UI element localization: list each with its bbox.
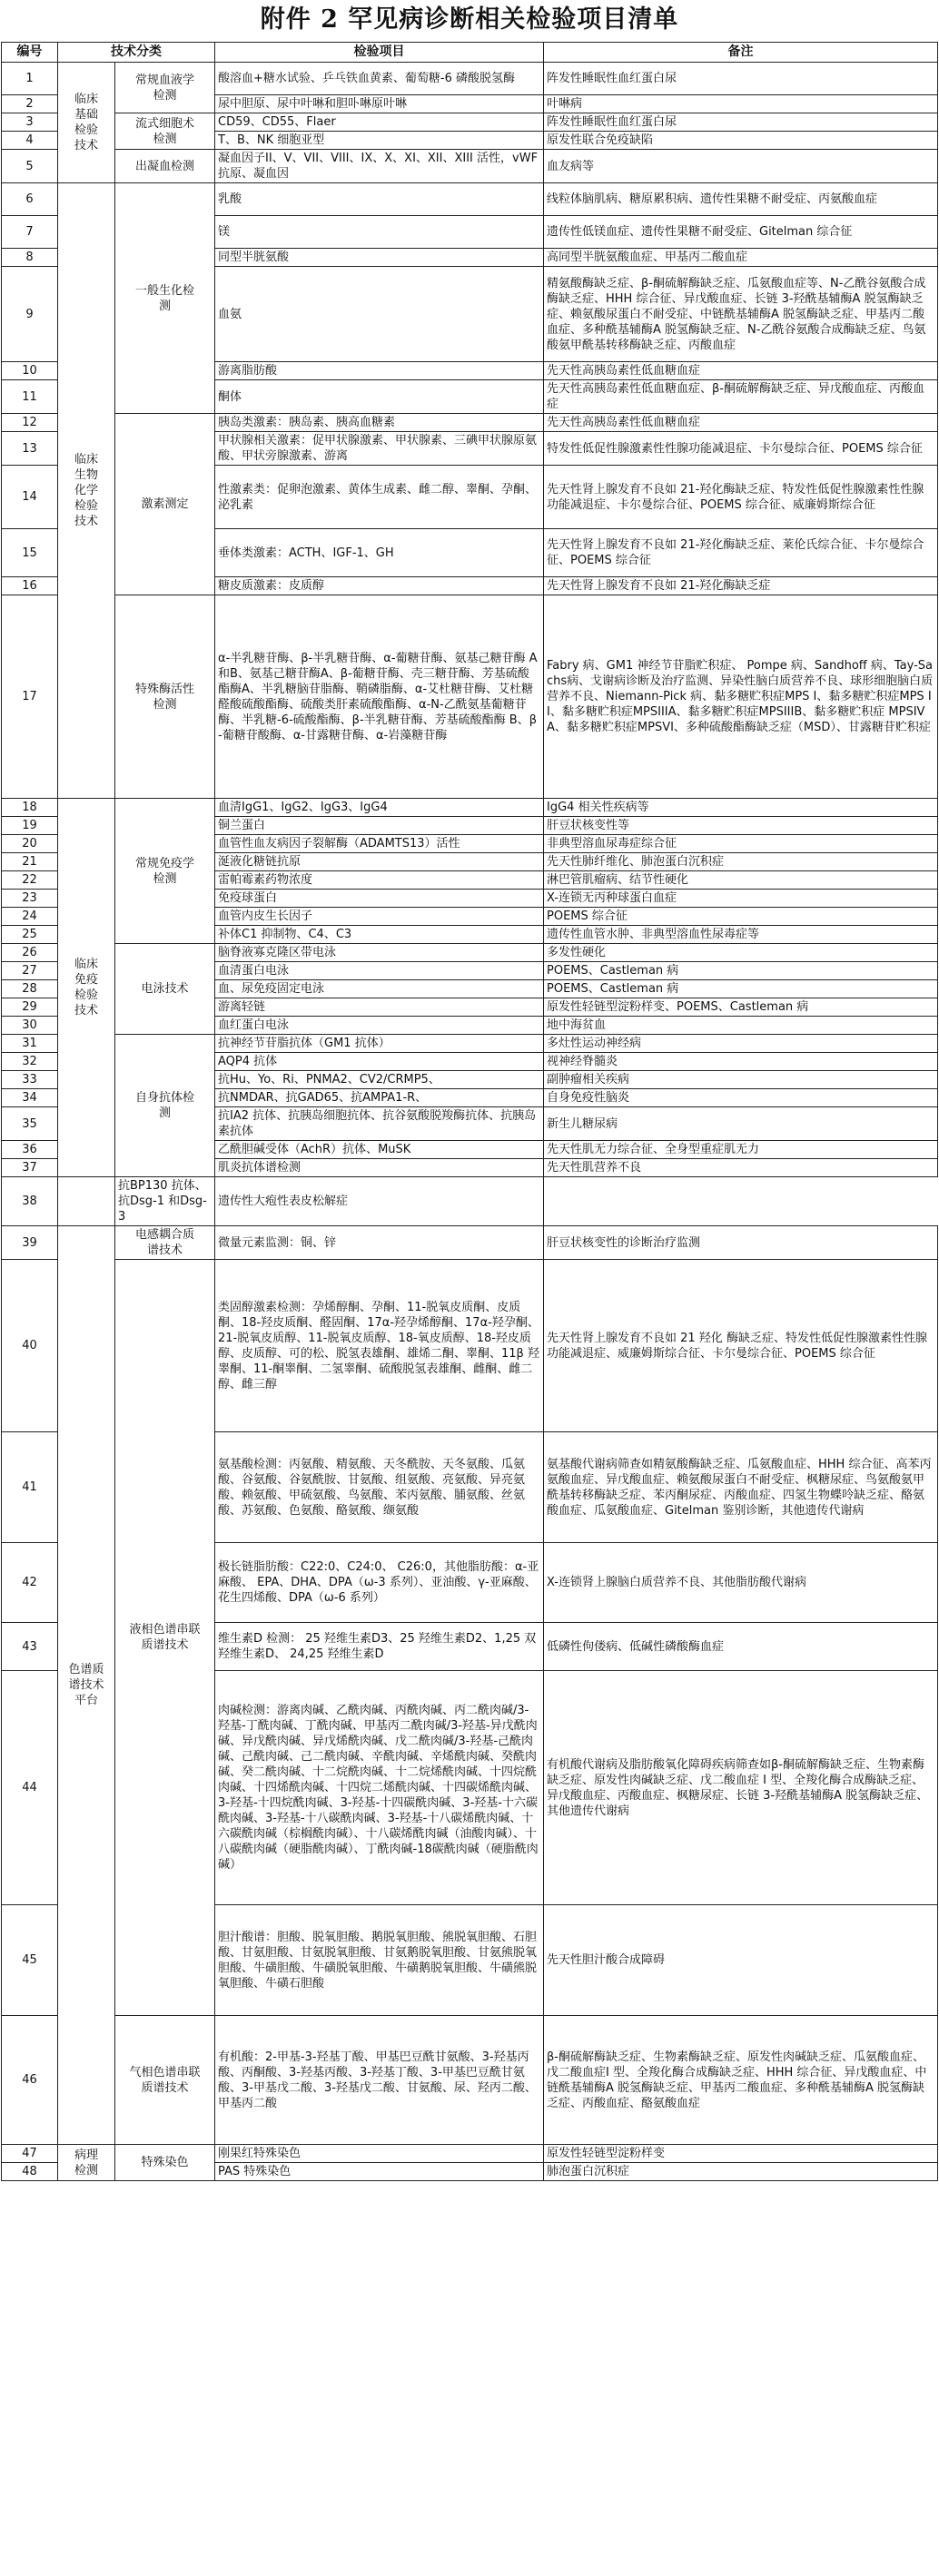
test-item: T、B、NK 细胞亚型 bbox=[215, 132, 544, 150]
row-number: 34 bbox=[2, 1089, 58, 1107]
test-item: 铜兰蛋白 bbox=[215, 817, 544, 835]
row-number: 48 bbox=[2, 2163, 58, 2181]
note: 先天性肾上腺发育不良如 21-羟化酶缺乏症 bbox=[544, 577, 938, 595]
note: POEMS、Castleman 病 bbox=[544, 962, 938, 980]
note: 遗传性血管水肿、非典型溶血性尿毒症等 bbox=[544, 926, 938, 944]
table-row bbox=[2, 150, 938, 183]
row-number: 14 bbox=[2, 466, 58, 529]
row-number: 42 bbox=[2, 1543, 58, 1623]
note: 阵发性睡眠性血红蛋白尿 bbox=[544, 113, 938, 132]
note: 特发性低促性腺激素性性腺功能减退症、卡尔曼综合征、POEMS 综合征 bbox=[544, 432, 938, 466]
note: 肝豆状核变性等 bbox=[544, 817, 938, 835]
test-item: 免疫球蛋白 bbox=[215, 890, 544, 908]
row-number: 29 bbox=[2, 998, 58, 1017]
table-row bbox=[2, 1260, 938, 1432]
category-sub: 自身抗体检 测 bbox=[115, 1035, 215, 1177]
row-number: 32 bbox=[2, 1053, 58, 1071]
table-row bbox=[2, 1177, 938, 1226]
category-sub bbox=[58, 1177, 115, 1226]
test-item: 补体C1 抑制物、C4、C3 bbox=[215, 926, 544, 944]
note: 先天性高胰岛素性低血糖血症、β-酮硫解酶缺乏症、异戊酸血症、丙酸血症 bbox=[544, 380, 938, 414]
note: 淋巴管肌瘤病、结节性硬化 bbox=[544, 871, 938, 890]
table-row bbox=[2, 1035, 938, 1053]
note: 原发性轻链型淀粉样变 bbox=[544, 2145, 938, 2163]
row-number: 31 bbox=[2, 1035, 58, 1053]
table-row bbox=[2, 1226, 938, 1260]
note: Fabry 病、GM1 神经节苷脂贮积症、 Pompe 病、Sandhoff 病、Tay-Sachs病、戈谢病诊断及治疗监测、异染性脑白质营养不良、球形细胞脑白质营养不良、Niemann-Pick 病、黏多糖贮积症MPS I、黏多糖贮积症MPS II、黏多糖贮积症MPSIIIA、黏多糖贮积症MPSIIIB、黏多糖贮积症 MPSIVA、黏多糖贮积症MPSVI、多种硫酸酯酶缺乏症（MSD）、甘露糖苷贮积症 bbox=[544, 595, 938, 799]
note: 原发性轻链型淀粉样变、POEMS、Castleman 病 bbox=[544, 998, 938, 1017]
test-item: 垂体类激素：ACTH、IGF-1、GH bbox=[215, 529, 544, 577]
table-row bbox=[2, 2016, 938, 2145]
row-number: 43 bbox=[2, 1623, 58, 1671]
note: 氨基酸代谢病筛查如精氨酸酶缺乏症、瓜氨酸血症、HHH 综合征、高苯丙氨酸血症、异戊酸血症、赖氨酸尿蛋白不耐受症、枫糖尿症、鸟氨酸氨甲酰基转移酶缺乏症、苯丙酮尿症、丙酸血症、四氢生物蝶呤缺乏症、酪氨酸血症、瓜氨酸血症、Gitelman 鉴别诊断，其他遗传代谢病 bbox=[544, 1432, 938, 1543]
row-number: 3 bbox=[2, 113, 58, 132]
test-item: 抗Hu、Yo、Ri、PNMA2、CV2/CRMP5、 bbox=[215, 1071, 544, 1089]
category-sub: 流式细胞术 检测 bbox=[115, 113, 215, 150]
row-number: 16 bbox=[2, 577, 58, 595]
test-item: α-半乳糖苷酶、β-半乳糖苷酶、α-葡糖苷酶、氨基己糖苷酶 A 和B、氨基己糖苷酶A、β-葡糖苷酶、壳三糖苷酶、芳基硫酸酯酶A、半乳糖脑苷脂酶、鞘磷脂酶、α-艾杜糖苷酶、艾杜糖醛酸硫酸酯酶、硫酸类肝素硫酸酯酶、α-N-乙酰氨基葡糖苷酶、半乳糖-6-硫酸酯酶、β-半乳糖苷酶、芳基硫酸酯酶 B、β-葡糖苷酸酶、α-甘露糖苷酶、α-岩藻糖苷酶 bbox=[215, 595, 544, 799]
table-row bbox=[2, 113, 938, 132]
row-number: 30 bbox=[2, 1017, 58, 1035]
test-item: 同型半胱氨酸 bbox=[215, 249, 544, 267]
row-number: 15 bbox=[2, 529, 58, 577]
note: IgG4 相关性疾病等 bbox=[544, 799, 938, 817]
row-number: 44 bbox=[2, 1671, 58, 1905]
table-row bbox=[2, 595, 938, 799]
row-number: 8 bbox=[2, 249, 58, 267]
note: 阵发性睡眠性血红蛋白尿 bbox=[544, 63, 938, 95]
note: 低磷性佝偻病、低碱性磷酸酶血症 bbox=[544, 1623, 938, 1671]
test-item: 胆汁酸谱：胆酸、脱氧胆酸、鹅脱氧胆酸、熊脱氧胆酸、石胆酸、甘氨胆酸、甘氨脱氧胆酸、甘氨鹅脱氧胆酸、甘氨熊脱氧胆酸、牛磺胆酸、牛磺脱氧胆酸、牛磺鹅脱氧胆酸、牛磺熊脱氧胆酸、牛磺石胆酸 bbox=[215, 1905, 544, 2016]
row-number: 7 bbox=[2, 216, 58, 249]
row-number: 19 bbox=[2, 817, 58, 835]
test-item: 游离轻链 bbox=[215, 998, 544, 1017]
note: X-连锁无丙种球蛋白血症 bbox=[544, 890, 938, 908]
row-number: 9 bbox=[2, 267, 58, 362]
note: 多发性硬化 bbox=[544, 944, 938, 962]
document-title: 附件 2 罕见病诊断相关检验项目清单 bbox=[260, 5, 679, 34]
row-number: 25 bbox=[2, 926, 58, 944]
test-item: 氨基酸检测：丙氨酸、精氨酸、天冬酰胺、天冬氨酸、瓜氨酸、谷氨酸、谷氨酰胺、甘氨酸、组氨酸、亮氨酸、异亮氨酸、赖氨酸、甲硫氨酸、鸟氨酸、苯丙氨酸、脯氨酸、丝氨酸、苏氨酸、色氨酸、酪氨酸、缬氨酸 bbox=[215, 1432, 544, 1543]
row-number: 38 bbox=[2, 1177, 58, 1226]
category-sub: 常规免疫学 检测 bbox=[115, 799, 215, 944]
note: 先天性高胰岛素性低血糖血症 bbox=[544, 414, 938, 432]
test-item: 血、尿免疫固定电泳 bbox=[215, 980, 544, 998]
row-number: 22 bbox=[2, 871, 58, 890]
category-sub: 气相色谱串联 质谱技术 bbox=[115, 2016, 215, 2145]
note: 先天性胆汁酸合成障碍 bbox=[544, 1905, 938, 2016]
row-number: 11 bbox=[2, 380, 58, 414]
test-item: 脑脊液寡克隆区带电泳 bbox=[215, 944, 544, 962]
row-number: 2 bbox=[2, 95, 58, 113]
test-item: 类固醇激素检测：孕烯醇酮、孕酮、11-脱氧皮质酮、皮质酮、18-羟皮质酮、醛固酮、17α-羟孕烯醇酮、17α-羟孕酮、21-脱氧皮质醇、11-脱氧皮质醇、18-氧皮质醇、18-羟皮质醇、皮质醇、可的松、脱氢表雄酮、雄烯二酮、睾酮、11β 羟睾酮、11-酮睾酮、二氢睾酮、硫酸脱氢表雄酮、雌酮、雌二醇、雌三醇 bbox=[215, 1260, 544, 1432]
table-row bbox=[2, 414, 938, 432]
test-item: 抗BP130 抗体、抗Dsg-1 和Dsg-3 bbox=[115, 1177, 215, 1226]
note: 精氨酸酶缺乏症、β-酮硫解酶缺乏症、瓜氨酸血症等、N-乙酰谷氨酸合成酶缺乏症、HHH 综合征、异戊酸血症、长链 3-羟酰基辅酶A 脱氢酶缺乏症、赖氨酸尿蛋白不耐受症、中链酰基辅酶A 脱氢酶缺乏症、甲基丙二酸血症、多种酰基辅酶A 脱氢酶缺乏症、N-乙酰谷氨酸合成酶缺乏症、鸟氨酸氨甲酰基转移酶缺乏症、丙酸血症 bbox=[544, 267, 938, 362]
row-number: 1 bbox=[2, 63, 58, 95]
test-item: 维生素D 检测： 25 羟维生素D3、25 羟维生素D2、1,25 双羟维生素D、 24,25 羟维生素D bbox=[215, 1623, 544, 1671]
test-item: 极长链脂肪酸：C22:0、C24:0、 C26:0，其他脂肪酸：α-亚麻酸、 EPA、DHA、DPA（ω-3 系列）、亚油酸、γ-亚麻酸、花生四烯酸、DPA（ω-6 系列） bbox=[215, 1543, 544, 1623]
test-item: 血红蛋白电泳 bbox=[215, 1017, 544, 1035]
row-number: 28 bbox=[2, 980, 58, 998]
table-header-row bbox=[2, 43, 938, 63]
note: 肝豆状核变性的诊断治疗监测 bbox=[544, 1226, 938, 1260]
category-main: 临床 生物 化学 检验 技术 bbox=[58, 183, 115, 799]
header-number: 编号 bbox=[2, 43, 58, 63]
test-item: 抗NMDAR、抗GAD65、抗AMPA1-R、 bbox=[215, 1089, 544, 1107]
test-item: 刚果红特殊染色 bbox=[215, 2145, 544, 2163]
note: 先天性高胰岛素性低血糖血症 bbox=[544, 362, 938, 380]
table-row bbox=[2, 799, 938, 817]
test-item: AQP4 抗体 bbox=[215, 1053, 544, 1071]
test-item: 肉碱检测：游离肉碱、乙酰肉碱、丙酰肉碱、丙二酰肉碱/3-羟基-丁酰肉碱、丁酰肉碱、甲基丙二酰肉碱/3-羟基-异戊酰肉碱、异戊酰肉碱、异戊烯酰肉碱、戊二酰肉碱/3-羟基-己酰肉碱、己酰肉碱、己二酰肉碱、辛酰肉碱、辛烯酰肉碱、癸酰肉碱、癸二酰肉碱、十二烷酰肉碱、十二烷烯酰肉碱、十四烷酰肉碱、十四烯酰肉碱、十四烷二烯酰肉碱、十四碳烯酰肉碱、3-羟基-十四烷酰肉碱、3-羟基-十四碳酰肉碱、3-羟基-十六碳酰肉碱、3-羟基-十八碳酰肉碱、3-羟基-十八碳烯酰肉碱、十六碳酰肉碱（棕榈酰肉碱）、十八碳烯酰肉碱（油酸肉碱）、十八碳酰肉碱（硬脂酰肉碱）、丁酰肉碱-18碳酰肉碱（硬脂酰肉碱） bbox=[215, 1671, 544, 1905]
test-item: 凝血因子II、V、VII、VIII、IX、X、XI、XII、XIII 活性，vWF 抗原、凝血因 bbox=[215, 150, 544, 183]
row-number: 13 bbox=[2, 432, 58, 466]
note: 血友病等 bbox=[544, 150, 938, 183]
test-item: 涎液化糖链抗原 bbox=[215, 853, 544, 871]
row-number: 45 bbox=[2, 1905, 58, 2016]
category-sub: 特殊酶活性 检测 bbox=[115, 595, 215, 799]
note: 先天性肌无力综合征、全身型重症肌无力 bbox=[544, 1141, 938, 1159]
note: POEMS 综合征 bbox=[544, 908, 938, 926]
row-number: 37 bbox=[2, 1159, 58, 1177]
test-item: 乳酸 bbox=[215, 183, 544, 216]
note: 多灶性运动神经病 bbox=[544, 1035, 938, 1053]
category-sub: 电感耦合质 谱技术 bbox=[115, 1226, 215, 1260]
test-item: 甲状腺相关激素：促甲状腺激素、甲状腺素、三碘甲状腺原氨酸、甲状旁腺激素、游离 bbox=[215, 432, 544, 466]
row-number: 35 bbox=[2, 1107, 58, 1141]
test-item: 抗神经节苷脂抗体（GM1 抗体） bbox=[215, 1035, 544, 1053]
test-item: 肌炎抗体谱检测 bbox=[215, 1159, 544, 1177]
test-item: 抗IA2 抗体、抗胰岛细胞抗体、抗谷氨酸脱羧酶抗体、抗胰岛素抗体 bbox=[215, 1107, 544, 1141]
test-item: CD59、CD55、Flaer bbox=[215, 113, 544, 132]
note: 先天性肌营养不良 bbox=[544, 1159, 938, 1177]
test-item: 酸溶血+糖水试验、乒乓铁血黄素、葡萄糖-6 磷酸脱氢酶 bbox=[215, 63, 544, 95]
category-sub: 特殊染色 bbox=[115, 2145, 215, 2181]
test-item: PAS 特殊染色 bbox=[215, 2163, 544, 2181]
category-sub: 出凝血检测 bbox=[115, 150, 215, 183]
row-number: 17 bbox=[2, 595, 58, 799]
note: 先天性肾上腺发育不良如 21-羟化酶缺乏症、莱伦氏综合征、卡尔曼综合征、POEMS 综合征 bbox=[544, 529, 938, 577]
note: 原发性联合免疫缺陷 bbox=[544, 132, 938, 150]
test-items-table bbox=[1, 42, 938, 2181]
row-number: 4 bbox=[2, 132, 58, 150]
category-sub: 常规血液学 检测 bbox=[115, 63, 215, 113]
row-number: 10 bbox=[2, 362, 58, 380]
row-number: 23 bbox=[2, 890, 58, 908]
row-number: 27 bbox=[2, 962, 58, 980]
table-row bbox=[2, 183, 938, 216]
test-item: 血管性血友病因子裂解酶（ADAMTS13）活性 bbox=[215, 835, 544, 853]
test-item: 糖皮质激素：皮质醇 bbox=[215, 577, 544, 595]
note: 遗传性低镁血症、遗传性果糖不耐受症、Gitelman 综合征 bbox=[544, 216, 938, 249]
test-item: 尿中胆原、尿中叶啉和胆卟啉原叶啉 bbox=[215, 95, 544, 113]
note: 自身免疫性脑炎 bbox=[544, 1089, 938, 1107]
note: 肺泡蛋白沉积症 bbox=[544, 2163, 938, 2181]
test-item: 游离脂肪酸 bbox=[215, 362, 544, 380]
row-number: 21 bbox=[2, 853, 58, 871]
category-sub: 电泳技术 bbox=[115, 944, 215, 1035]
category-main: 临床 基础 检验 技术 bbox=[58, 63, 115, 183]
note: 遗传性大疱性表皮松解症 bbox=[215, 1177, 544, 1226]
test-item: 酮体 bbox=[215, 380, 544, 414]
note: 非典型溶血尿毒症综合征 bbox=[544, 835, 938, 853]
test-item: 镁 bbox=[215, 216, 544, 249]
row-number: 20 bbox=[2, 835, 58, 853]
table-body bbox=[2, 63, 938, 2181]
test-item: 乙酰胆碱受体（AchR）抗体、MuSK bbox=[215, 1141, 544, 1159]
test-item: 微量元素监测：铜、锌 bbox=[215, 1226, 544, 1260]
category-main: 临床 免疫 检验 技术 bbox=[58, 799, 115, 1177]
note: 地中海贫血 bbox=[544, 1017, 938, 1035]
note: 线粒体脑肌病、糖原累积病、遗传性果糖不耐受症、丙氨酸血症 bbox=[544, 183, 938, 216]
header-test-item: 检验项目 bbox=[215, 43, 544, 63]
test-item: 雷帕霉素药物浓度 bbox=[215, 871, 544, 890]
row-number: 46 bbox=[2, 2016, 58, 2145]
row-number: 24 bbox=[2, 908, 58, 926]
test-item: 血氨 bbox=[215, 267, 544, 362]
category-sub: 液相色谱串联 质谱技术 bbox=[115, 1260, 215, 2016]
note: X-连锁肾上腺脑白质营养不良、其他脂肪酸代谢病 bbox=[544, 1543, 938, 1623]
row-number: 33 bbox=[2, 1071, 58, 1089]
category-main: 病理 检测 bbox=[58, 2145, 115, 2181]
header-note: 备注 bbox=[544, 43, 938, 63]
test-item: 血清IgG1、IgG2、IgG3、IgG4 bbox=[215, 799, 544, 817]
note: 高同型半胱氨酸血症、甲基丙二酸血症 bbox=[544, 249, 938, 267]
note: 视神经脊髓炎 bbox=[544, 1053, 938, 1071]
test-item: 有机酸：2-甲基-3-羟基丁酸、甲基巴豆酰甘氨酸、3-羟基丙酸、丙酮酸、3-羟基丙酸、3-羟基丁酸、3-甲基巴豆酰甘氨酸、3-甲基戊二酸、3-羟基戊二酸、甘氨酸、尿、羟丙二酸、甲基丙二酸 bbox=[215, 2016, 544, 2145]
table-row bbox=[2, 63, 938, 95]
note: POEMS、Castleman 病 bbox=[544, 980, 938, 998]
row-number: 6 bbox=[2, 183, 58, 216]
row-number: 36 bbox=[2, 1141, 58, 1159]
row-number: 5 bbox=[2, 150, 58, 183]
category-sub: 激素测定 bbox=[115, 414, 215, 595]
row-number: 18 bbox=[2, 799, 58, 817]
note: 先天性肾上腺发育不良如 21-羟化酶缺乏症、特发性低促性腺激素性性腺功能减退症、卡尔曼综合征、POEMS 综合征、威廉姆斯综合征 bbox=[544, 466, 938, 529]
note: 有机酸代谢病及脂肪酸氧化障碍疾病筛查如β-酮硫解酶缺乏症、生物素酶缺乏症、原发性肉碱缺乏症、戊二酸血症 I 型、全羧化酶合成酶缺乏症、异戊酸血症、丙酸血症、枫糖尿症、长链 3-羟酰基辅酶A 脱氢酶缺乏症、其他遗传代谢病 bbox=[544, 1671, 938, 1905]
row-number: 47 bbox=[2, 2145, 58, 2163]
row-number: 39 bbox=[2, 1226, 58, 1260]
header-category: 技术分类 bbox=[58, 43, 215, 63]
table-row bbox=[2, 944, 938, 962]
row-number: 40 bbox=[2, 1260, 58, 1432]
note: 先天性肺纤维化、肺泡蛋白沉积症 bbox=[544, 853, 938, 871]
row-number: 41 bbox=[2, 1432, 58, 1543]
row-number: 26 bbox=[2, 944, 58, 962]
note: 副肿瘤相关疾病 bbox=[544, 1071, 938, 1089]
category-main: 色谱质 谱技术 平台 bbox=[58, 1226, 115, 2145]
note: β-酮硫解酶缺乏症、生物素酶缺乏症、原发性肉碱缺乏症、瓜氨酸血症、戊二酸血症I 型、全羧化酶合成酶缺乏症、HHH 综合征、异戊酸血症、中链酰基辅酶A 脱氢酶缺乏症、甲基丙二酸血症、多种酰基辅酶A 脱氢酶缺乏症、丙酸血症、酪氨酸血症 bbox=[544, 2016, 938, 2145]
table-row bbox=[2, 2145, 938, 2163]
note: 先天性肾上腺发育不良如 21 羟化 酶缺乏症、特发性低促性腺激素性性腺功能减退症、威廉姆斯综合征、卡尔曼综合征、POEMS 综合征 bbox=[544, 1260, 938, 1432]
test-item: 血管内皮生长因子 bbox=[215, 908, 544, 926]
row-number: 12 bbox=[2, 414, 58, 432]
note: 新生儿糖尿病 bbox=[544, 1107, 938, 1141]
test-item: 性激素类：促卵泡激素、黄体生成素、雌二醇、睾酮、孕酮、泌乳素 bbox=[215, 466, 544, 529]
category-sub: 一般生化检 测 bbox=[115, 183, 215, 414]
note: 叶啉病 bbox=[544, 95, 938, 113]
test-item: 胰岛类激素：胰岛素、胰高血糖素 bbox=[215, 414, 544, 432]
test-item: 血清蛋白电泳 bbox=[215, 962, 544, 980]
